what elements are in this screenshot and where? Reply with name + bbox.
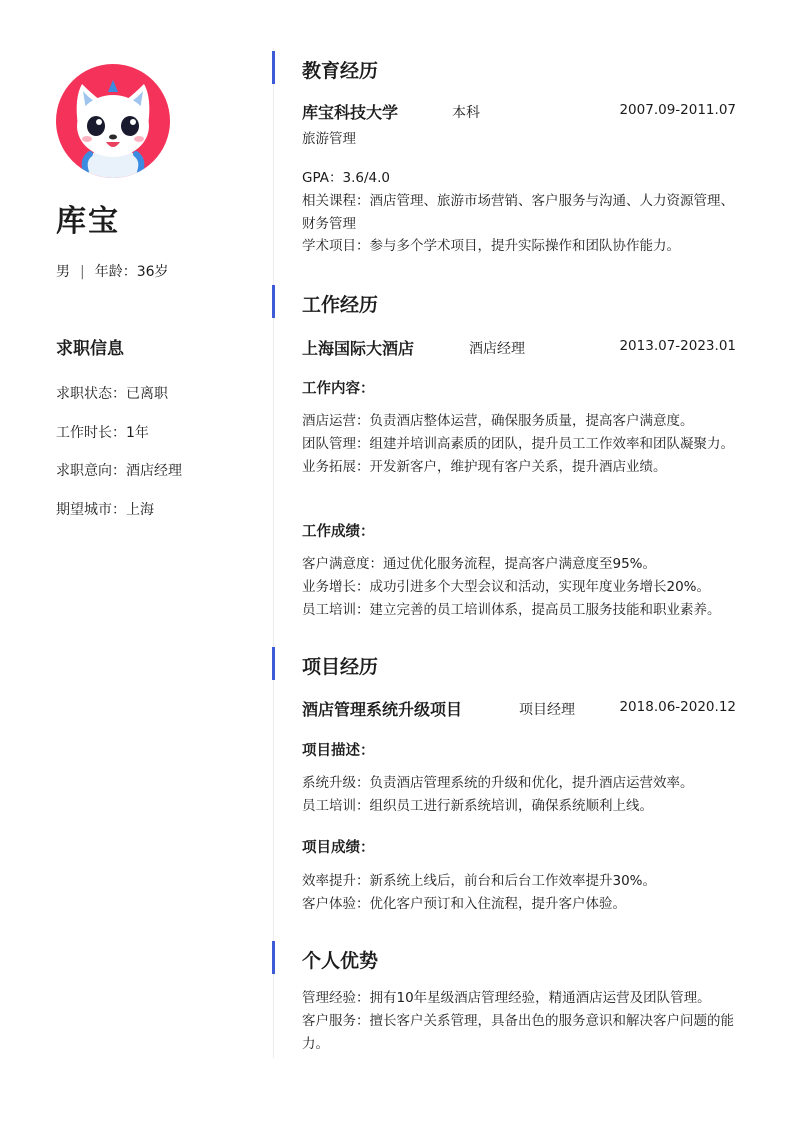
company-name: 上海国际大酒店	[302, 339, 415, 358]
project-results	[302, 870, 734, 916]
expected-city: 期望城市：上海	[56, 501, 154, 518]
candidate-name: 库宝	[56, 204, 120, 239]
project-name: 酒店管理系统升级项目	[302, 700, 463, 719]
work-content-item: 团队管理：组建并培训高素质的团队，提升员工工作效率和团队凝聚力。	[302, 435, 734, 452]
education-header	[302, 100, 736, 124]
project-date: 2018.06-2020.12	[619, 699, 736, 715]
work-results-label: 工作成绩：	[302, 524, 375, 540]
project-desc	[302, 772, 734, 818]
project-desc-item: 系统升级：负责酒店管理系统的升级和优化，提升酒店运营效率。	[302, 775, 694, 791]
work-result-item: 员工培训：建立完善的员工培训体系，提高员工服务技能和职业素养。	[302, 601, 721, 618]
work-content-item: 业务拓展：开发新客户，维护现有客户关系，提升酒店业绩。	[302, 458, 667, 475]
education-details	[302, 167, 734, 258]
job-info-title: 求职信息	[56, 339, 124, 359]
education-title: 教育经历	[302, 60, 379, 82]
work-result-item: 业务增长：成功引进多个大型会议和活动，实现年度业务增长20%。	[302, 578, 711, 595]
project-desc-item: 员工培训：组织员工进行新系统培训，确保系统顺利上线。	[302, 797, 653, 814]
job-info-list	[56, 384, 182, 538]
work-results	[302, 553, 734, 621]
work-title: 工作经历	[302, 294, 379, 316]
section-marker	[272, 941, 275, 974]
column-divider	[273, 48, 274, 1058]
basic-info	[56, 261, 169, 281]
work-duration: 工作时长：1年	[56, 424, 149, 441]
education-date: 2007.09-2011.07	[619, 102, 736, 118]
courses: 相关课程：酒店管理、旅游市场营销、客户服务与沟通、人力资源管理、财务管理	[302, 192, 734, 232]
section-marker	[272, 647, 275, 680]
advantages-title: 个人优势	[302, 950, 379, 972]
major: 旅游管理	[302, 131, 356, 147]
work-result-item: 客户满意度：通过优化服务流程，提高客户满意度至95%。	[302, 556, 657, 572]
job-status: 求职状态：已离职	[56, 386, 168, 402]
gpa: GPA：3.6/4.0	[302, 170, 390, 186]
academic-projects: 学术项目：参与多个学术项目，提升实际操作和团队协作能力。	[302, 238, 680, 255]
work-content	[302, 410, 734, 478]
work-role: 酒店经理	[469, 341, 525, 357]
project-result-item: 客户体验：优化客户预订和入住流程，提升客户体验。	[302, 895, 626, 912]
advantages-list	[302, 987, 734, 1055]
project-results-label: 项目成绩：	[302, 840, 375, 856]
work-content-item: 酒店运营：负责酒店整体运营，确保服务质量，提高客户满意度。	[302, 413, 694, 429]
gender: 男	[56, 264, 70, 280]
work-content-label: 工作内容：	[302, 381, 375, 397]
cat-mascot-icon	[56, 64, 170, 178]
section-marker	[272, 285, 275, 318]
school-name: 库宝科技大学	[302, 103, 399, 122]
advantage-item: 客户服务：擅长客户关系管理，具备出色的服务意识和解决客户问题的能力。	[302, 1012, 734, 1052]
work-date: 2013.07-2023.01	[619, 338, 736, 354]
age: 年龄：36岁	[94, 264, 169, 280]
job-intention: 求职意向：酒店经理	[56, 463, 182, 479]
project-role: 项目经理	[519, 702, 575, 718]
separator: |	[80, 264, 85, 280]
project-result-item: 效率提升：新系统上线后，前台和后台工作效率提升30%。	[302, 873, 657, 889]
section-marker	[272, 51, 275, 84]
advantage-item: 管理经验：拥有10年星级酒店管理经验，精通酒店运营及团队管理。	[302, 990, 711, 1006]
sidebar	[0, 0, 262, 1121]
project-title: 项目经历	[302, 656, 379, 678]
project-header	[302, 697, 736, 721]
avatar	[56, 64, 170, 178]
project-desc-label: 项目描述：	[302, 743, 375, 759]
degree: 本科	[452, 105, 480, 121]
work-header	[302, 336, 736, 360]
